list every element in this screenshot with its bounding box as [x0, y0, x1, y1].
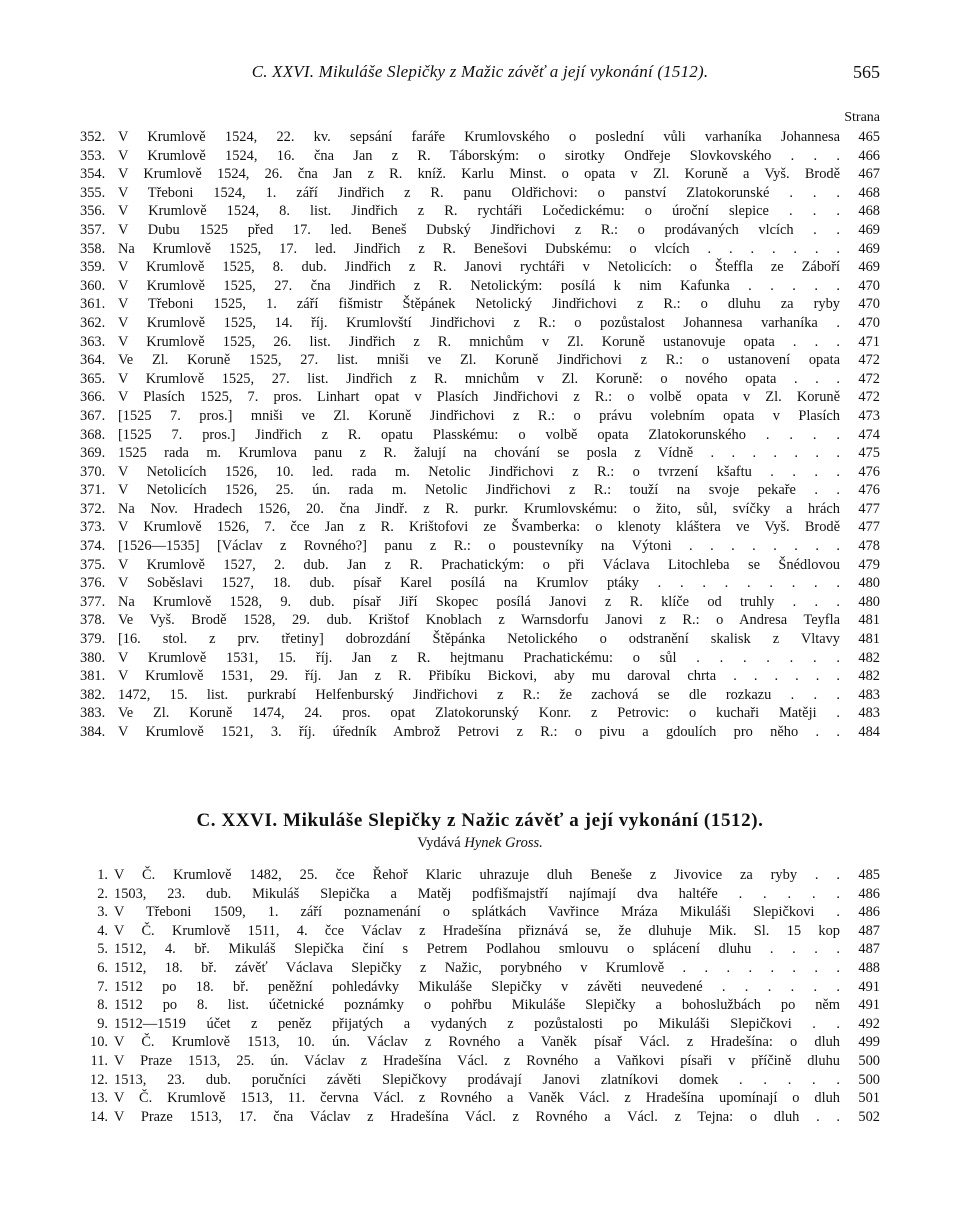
toc-entry [80, 1089, 880, 1108]
toc-entry [80, 1033, 880, 1052]
entry-text: [16. stol. z prv. třetiny] dobrozdání Štěpánka Netolického o odstranění skalisk z Vltavy [118, 631, 840, 648]
entry-number: 2. [97, 885, 108, 902]
entry-number: 365. [80, 370, 106, 387]
entry-number: 362. [80, 314, 106, 331]
entry-page: 473 [858, 407, 880, 424]
toc-entry [80, 333, 880, 352]
entry-page: 469 [858, 240, 880, 257]
entry-page: 476 [858, 482, 880, 499]
entry-text: 1512, 18. bř. závěť Václava Slepičky z Nažic, porybného v Krumlově . . . . . . . . [114, 959, 840, 976]
toc-entry [80, 611, 880, 630]
entry-number: 9. [97, 1015, 108, 1032]
entry-text: V Krumlově 1525, 27. list. Jindřich z R. mnichům v Zl. Koruně: o nového opata . . . [118, 370, 840, 387]
entry-number: 361. [80, 296, 106, 313]
entry-number: 8. [97, 997, 108, 1014]
entry-text: V Č. Krumlově 1511, 4. čce Václav z Hradešína přiznává se, že dluhuje Mik. Sl. 15 kop [114, 922, 840, 939]
toc-entry [80, 500, 880, 519]
entry-page: 468 [858, 184, 880, 201]
entry-page: 484 [858, 724, 880, 740]
entry-number: 380. [80, 649, 106, 666]
entry-text: V Třeboni 1509, 1. září poznamenání o splátkách Vavřince Mráza Mikuláši Slepičkovi . [114, 904, 840, 921]
entry-page: 502 [858, 1108, 880, 1125]
entry-page: 488 [858, 959, 880, 976]
editor-prefix: Vydává [417, 835, 461, 851]
toc-entry [80, 370, 880, 389]
running-head [0, 62, 960, 86]
entry-page: 487 [858, 922, 880, 939]
entry-page: 485 [858, 867, 880, 883]
entry-text: V Krumlově 1521, 3. říj. úředník Ambrož Petrovi z R.: o pivu a gdoulích pro něho . . [118, 724, 840, 740]
entry-page: 470 [858, 314, 880, 331]
entry-number: 382. [80, 686, 106, 703]
entry-page: 472 [858, 352, 880, 369]
entry-text: V Č. Krumlově 1482, 25. čce Řehoř Klaric uhrazuje dluh Beneše z Jivovice za ryby . . [114, 867, 840, 883]
toc-entry [80, 1015, 880, 1034]
entry-page: 476 [858, 463, 880, 480]
entry-text: V Třeboni 1525, 1. září fišmistr Štěpánek Netolický Jindřichovi z R.: o dluhu za ryby [118, 296, 840, 313]
entry-page: 500 [858, 1071, 880, 1088]
entry-number: 379. [80, 631, 106, 648]
entry-page: 465 [858, 129, 880, 145]
entry-page: 486 [858, 885, 880, 902]
entry-text: [1526—1535] [Václav z Rovného?] panu z R.: o poustevníky na Výtoni . . . . . . . . [118, 538, 840, 555]
toc-entry [80, 277, 880, 296]
toc-entry [80, 649, 880, 668]
entry-page: 481 [858, 631, 880, 648]
entry-number: 372. [80, 500, 106, 517]
entry-page: 492 [858, 1015, 880, 1032]
entry-text: V Dubu 1525 před 17. led. Beneš Dubský Jindřichovi z R.: o prodávaných vlcích . . [118, 221, 840, 238]
toc-entry [80, 165, 880, 184]
entry-text: Na Krumlově 1528, 9. dub. písař Jiří Skopec posílá Janovi z R. klíče od truhly . . . [118, 593, 840, 610]
entry-text: 1513, 23. dub. poručníci závěti Slepičkovy prodávají Janovi zlatníkovi domek . . . . . [114, 1071, 840, 1088]
entry-number: 14. [90, 1108, 108, 1125]
toc-entry [80, 903, 880, 922]
entry-page: 472 [858, 389, 880, 406]
entry-page: 466 [858, 147, 880, 164]
entry-number: 374. [80, 538, 106, 555]
page-number: 565 [853, 62, 880, 82]
toc-entry [80, 463, 880, 482]
entry-text: Ve Zl. Koruně 1474, 24. pros. opat Zlatokorunský Konr. z Petrovic: o kuchaři Matěji . [118, 705, 840, 722]
entry-page: 478 [858, 538, 880, 555]
toc-entry [80, 351, 880, 370]
entry-number: 369. [80, 445, 106, 462]
toc-entry [80, 1052, 880, 1071]
entry-page: 469 [858, 221, 880, 238]
entry-number: 357. [80, 221, 106, 238]
entry-number: 353. [80, 147, 106, 164]
entry-page: 481 [858, 612, 880, 629]
toc-entry [80, 978, 880, 997]
entry-page: 486 [858, 904, 880, 921]
toc-entry [80, 407, 880, 426]
entry-text: V Č. Krumlově 1513, 10. ún. Václav z Rovného a Vaněk písař Václ. z Hradešína: o dluh [114, 1034, 840, 1051]
entry-number: 376. [80, 575, 106, 592]
entry-page: 483 [858, 686, 880, 703]
entry-text: V Praze 1513, 17. čna Václav z Hradešína Václ. z Rovného a Václ. z Tejna: o dluh . . [114, 1108, 840, 1125]
entry-number: 377. [80, 593, 106, 610]
toc-entry [80, 723, 880, 742]
entry-number: 1. [97, 867, 108, 883]
entry-page: 480 [858, 593, 880, 610]
entry-text: V Krumlově 1524, 16. čna Jan z R. Táborským: o sirotky Ondřeje Slovkovského . . . [118, 147, 840, 164]
entry-page: 471 [858, 333, 880, 350]
entry-page: 480 [858, 575, 880, 592]
entry-text: V Krumlově 1524, 22. kv. sepsání faráře Krumlovského o poslední vůli varhaníka Johannesa [118, 129, 840, 145]
entry-text: 1512 po 8. list. účetnické poznámky o pohřbu Mikuláše Slepičky a bohoslužbách po něm [114, 997, 840, 1014]
entry-number: 368. [80, 426, 106, 443]
entry-text: V Krumlově 1524, 26. čna Jan z R. kníž. Karlu Minst. o opata v Zl. Koruně a Vyš. Brodě [118, 166, 840, 183]
toc-entry [80, 537, 880, 556]
entry-text: Ve Vyš. Brodě 1528, 29. dub. Krištof Knoblach z Warnsdorfu Janovi z R.: o Andresa Teyfla [118, 612, 840, 629]
entry-page: 475 [858, 445, 880, 462]
toc-entry [80, 221, 880, 240]
entry-text: 1512—1519 účet z peněz přijatých a vydaných z pozůstalosti po Mikuláši Slepičkovi . . [114, 1015, 840, 1032]
entry-number: 7. [97, 978, 108, 995]
toc-entry [80, 704, 880, 723]
entry-text: V Plasích 1525, 7. pros. Linhart opat v Plasích Jindřichovi z R.: o volbě opata v Zl. Koruně [118, 389, 840, 406]
entry-text: 1525 rada m. Krumlova panu z R. žalují na chování se posla z Vídně . . . . . . . [118, 445, 840, 462]
entry-number: 366. [80, 389, 106, 406]
upper-contents-list [80, 128, 880, 742]
entry-page: 501 [858, 1090, 880, 1107]
entry-text: V Krumlově 1526, 7. čce Jan z R. Krištofovi ze Švamberka: o klenoty kláštera ve Vyš. Brodě [118, 519, 840, 536]
running-head-title: C. XXVI. Mikuláše Slepičky z Mažic závěť a její vykonání (1512). [251, 62, 709, 81]
section-heading-block [0, 810, 960, 852]
entry-text: V Krumlově 1525, 27. čna Jindřich z R. Netolickým: posílá k nim Kafunka . . . . . [118, 277, 840, 294]
entry-number: 354. [80, 166, 106, 183]
lower-contents-list [80, 866, 880, 1126]
entry-text: V Krumlově 1525, 8. dub. Jindřich z R. Janovi rychtáři v Netolicích: o Šteffla ze Záboří [118, 259, 840, 276]
toc-entry [80, 184, 880, 203]
toc-entry [80, 959, 880, 978]
entry-number: 359. [80, 259, 106, 276]
entry-number: 384. [80, 724, 106, 740]
entry-number: 13. [90, 1090, 108, 1107]
entry-text: 1472, 15. list. purkrabí Helfenburský Jindřichovi z R.: že zachová se dle rozkazu . . . [118, 686, 840, 703]
toc-entry [80, 240, 880, 259]
entry-number: 373. [80, 519, 106, 536]
toc-entry [80, 922, 880, 941]
entry-number: 383. [80, 705, 106, 722]
toc-entry [80, 866, 880, 885]
toc-entry [80, 314, 880, 333]
toc-entry [80, 147, 880, 166]
entry-text: [1525 7. pros.] mniši ve Zl. Koruně Jindřichovi z R.: o právu volebním opata v Plasích [118, 407, 840, 424]
toc-entry [80, 128, 880, 147]
entry-page: 468 [858, 203, 880, 220]
toc-entry [80, 295, 880, 314]
section-editor-line [0, 835, 960, 852]
entry-page: 477 [858, 500, 880, 517]
entry-number: 11. [90, 1052, 108, 1069]
entry-text: V Krumlově 1524, 8. list. Jindřich z R. rychtáři Ločedickému: o úroční slepice . . . [118, 203, 840, 220]
entry-text: [1525 7. pros.] Jindřich z R. opatu Plasskému: o volbě opata Zlatokorunského . . . . [118, 426, 840, 443]
entry-number: 352. [80, 129, 106, 145]
entry-text: Na Nov. Hradech 1526, 20. čna Jindř. z R. purkr. Krumlovskému: o žito, sůl, svíčky a hrách [118, 500, 840, 517]
entry-page: 499 [858, 1034, 880, 1051]
entry-number: 371. [80, 482, 106, 499]
entry-page: 483 [858, 705, 880, 722]
toc-entry [80, 481, 880, 500]
entry-text: V Netolicích 1526, 25. ún. rada m. Netolic Jindřichovi z R.: touží na svoje pekaře . . [118, 482, 840, 499]
entry-page: 470 [858, 277, 880, 294]
entry-page: 491 [858, 997, 880, 1014]
entry-page: 479 [858, 556, 880, 573]
toc-entry [80, 258, 880, 277]
entry-text: Ve Zl. Koruně 1525, 27. list. mniši ve Zl. Koruně Jindřichovi z R.: o ustanovení opata [118, 352, 840, 369]
toc-entry [80, 593, 880, 612]
entry-number: 375. [80, 556, 106, 573]
toc-entry [80, 556, 880, 575]
entry-text: V Krumlově 1525, 26. list. Jindřich z R. mnichům v Zl. Koruně ustanovuje opata . . . [118, 333, 840, 350]
entry-number: 363. [80, 333, 106, 350]
entry-page: 482 [858, 668, 880, 685]
entry-number: 5. [97, 941, 108, 958]
entry-number: 10. [90, 1034, 108, 1051]
toc-entry [80, 940, 880, 959]
entry-text: V Krumlově 1531, 15. říj. Jan z R. hejtmanu Prachatickému: o sůl . . . . . . . [118, 649, 840, 666]
toc-entry [80, 426, 880, 445]
toc-entry [80, 1108, 880, 1127]
entry-number: 355. [80, 184, 106, 201]
toc-entry [80, 885, 880, 904]
entry-number: 381. [80, 668, 106, 685]
entry-text: V Krumlově 1525, 14. říj. Krumlovští Jindřichovi z R.: o pozůstalost Johannesa varhaníka . [118, 314, 840, 331]
entry-page: 474 [858, 426, 880, 443]
entry-number: 6. [97, 959, 108, 976]
entry-number: 4. [97, 922, 108, 939]
entry-number: 360. [80, 277, 106, 294]
entry-page: 491 [858, 978, 880, 995]
page-column-heading: Strana [844, 110, 880, 125]
entry-page: 472 [858, 370, 880, 387]
editor-name: Hynek Gross. [464, 835, 543, 851]
entry-page: 467 [858, 166, 880, 183]
entry-text: 1503, 23. dub. Mikuláš Slepička a Matěj podfišmajstří najímají dva haltéře . . . . . [114, 885, 840, 902]
entry-number: 367. [80, 407, 106, 424]
entry-text: 1512 po 18. bř. peněžní pohledávky Mikuláše Slepičky v závěti neuvedené . . . . . . [114, 978, 840, 995]
section-title: C. XXVI. Mikuláše Slepičky z Nažic závěť a její vykonání (1512). [196, 810, 764, 831]
toc-entry [80, 1071, 880, 1090]
entry-number: 12. [90, 1071, 108, 1088]
entry-text: Na Krumlově 1525, 17. led. Jindřich z R. Benešovi Dubskému: o vlcích . . . . . . . [118, 240, 840, 257]
entry-page: 500 [858, 1052, 880, 1069]
toc-entry [80, 518, 880, 537]
entry-page: 470 [858, 296, 880, 313]
entry-text: 1512, 4. bř. Mikuláš Slepička činí s Petrem Podlahou smlouvu o splácení dluhu . . . . [114, 941, 840, 958]
toc-entry [80, 574, 880, 593]
entry-text: V Netolicích 1526, 10. led. rada m. Netolic Jindřichovi z R.: o tvrzení kšaftu . . . . [118, 463, 840, 480]
entry-text: V Č. Krumlově 1513, 11. června Václ. z Rovného a Vaněk Václ. z Hradešína upomínají o dluh [114, 1090, 840, 1107]
entry-number: 364. [80, 352, 106, 369]
entry-number: 358. [80, 240, 106, 257]
toc-entry [80, 996, 880, 1015]
toc-entry [80, 686, 880, 705]
entry-page: 482 [858, 649, 880, 666]
entry-page: 477 [858, 519, 880, 536]
entry-text: V Třeboni 1524, 1. září Jindřich z R. panu Oldřichovi: o panství Zlatokorunské . . . [118, 184, 840, 201]
toc-entry [80, 388, 880, 407]
entry-number: 370. [80, 463, 106, 480]
entry-number: 3. [97, 904, 108, 921]
entry-number: 378. [80, 612, 106, 629]
entry-text: V Krumlově 1527, 2. dub. Jan z R. Prachatickým: o při Václava Litochleba se Šnédlovou [118, 556, 840, 573]
toc-entry [80, 630, 880, 649]
entry-number: 356. [80, 203, 106, 220]
toc-entry [80, 444, 880, 463]
toc-entry [80, 667, 880, 686]
entry-page: 469 [858, 259, 880, 276]
entry-page: 487 [858, 941, 880, 958]
entry-text: V Krumlově 1531, 29. říj. Jan z R. Přibíku Bickovi, aby mu daroval chrta . . . . . . [118, 668, 840, 685]
toc-entry [80, 202, 880, 221]
entry-text: V Soběslavi 1527, 18. dub. písař Karel posílá na Krumlov ptáky . . . . . . . . . [118, 575, 840, 592]
entry-text: V Praze 1513, 25. ún. Václav z Hradešína Václ. z Rovného a Vaňkovi písaři v příčině dluhu [114, 1052, 840, 1069]
